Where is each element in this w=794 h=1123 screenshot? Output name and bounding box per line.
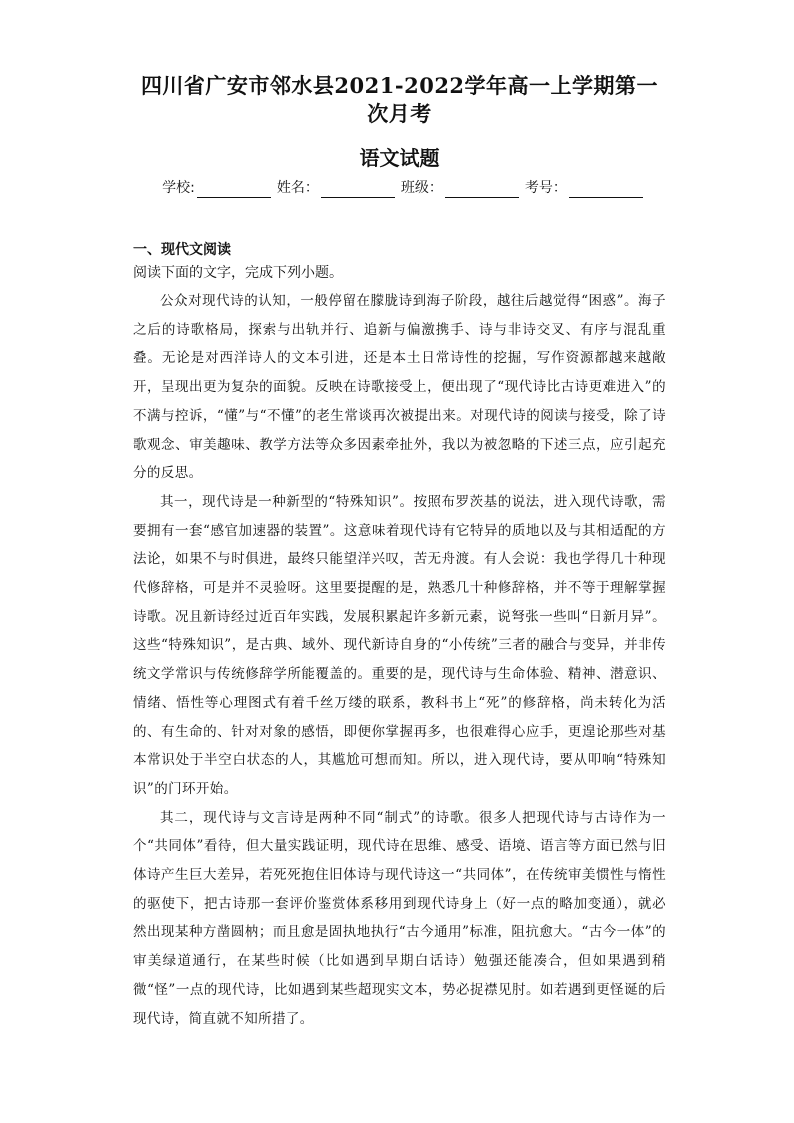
class-label: 班级：	[400, 180, 443, 196]
reading-instruction: 阅读下面的文字，完成下列小题。	[133, 265, 343, 281]
class-field	[401, 178, 519, 198]
exam-number-field	[525, 178, 643, 198]
exam-number-label: 考号：	[524, 180, 567, 196]
exam-title: 四川省广安市邻水县2021-2022学年高一上学期第一次月考	[140, 73, 659, 126]
exam-subtitle: 语文试题	[359, 146, 440, 170]
name-blank[interactable]	[321, 181, 395, 198]
name-field	[277, 178, 395, 198]
class-blank[interactable]	[445, 181, 519, 198]
passage-paragraph-3: 其二，现代诗与文言诗是两种不同“制式”的诗歌。很多人把现代诗与古诗作为一个“共同体”看待，但大量实践证明，现代诗在思维、感受、语境、语言等方面已然与旧体诗产生巨大差异，若死死抱住旧体诗与现代诗这一“共同体”，在传统审美惯性与惰性的驱使下，把古诗那一套评价鉴赏体系移用到现代诗身上（好一点的略加变通），就必然出现某种方凿圆枘；而且愈是固执地执行“古今通用”标准，阻抗愈大。“古今一体”的审美绿道通行，在某些时候（比如遇到早期白话诗）勉强还能凑合，但如果遇到稍微“怪”一点的现代诗，比如遇到某些超现实文本，势必捉襟见肘。如若遇到更怪诞的后现代诗，简直就不知所措了。	[133, 809, 666, 1027]
name-label: 姓名：	[276, 180, 319, 196]
student-info-row	[145, 178, 666, 198]
section-heading: 一、现代文阅读	[133, 242, 231, 258]
passage-paragraph-1: 公众对现代诗的认知，一般停留在朦胧诗到海子阶段，越往后越觉得“困惑”。海子之后的诗歌格局，探索与出轨并行、追新与偏激携手、诗与非诗交叉、有序与混乱重叠。无论是对西洋诗人的文本引进，还是本土日常诗性的挖掘，写作资源都越来越敞开，呈现出更为复杂的面貌。反映在诗歌接受上，便出现了“现代诗比古诗更难进入”的不满与控诉，“懂”与“不懂”的老生常谈再次被提出来。对现代诗的阅读与接受，除了诗歌观念、审美趣味、教学方法等众多因素牵扯外，我以为被忽略的下述三点，应引起充分的反思。	[133, 293, 666, 482]
passage-paragraph-2: 其一，现代诗是一种新型的“特殊知识”。按照布罗茨基的说法，进入现代诗歌，需要拥有一套“感官加速器的装置”。这意味着现代诗有它特异的质地以及与其相适配的方法论，如果不与时俱进，最终只能望洋兴叹，苦无舟渡。有人会说：我也学得几十种现代修辞格，可是并不灵验呀。这里要提醒的是，熟悉几十种修辞格，并不等于理解掌握诗歌。况且新诗经过近百年实践，发展积累起许多新元素，说弩张一些叫“日新月异”。这些“特殊知识”，是古典、域外、现代新诗自身的“小传统”三者的融合与变异，并非传统文学常识与传统修辞学所能覆盖的。重要的是，现代诗与生命体验、精神、潜意识、情绪、悟性等心理图式有着千丝万缕的联系，教科书上“死”的修辞格，尚未转化为活的、有生命的、针对对象的感悟，即便你掌握再多，也很难得心应手，更遑论那些对基本常识处于半空白状态的人，其尴尬可想而知。所以，进入现代诗，要从叩响“特殊知识”的门环开始。	[133, 493, 666, 797]
school-label: 学校:	[162, 180, 195, 196]
school-blank[interactable]	[197, 181, 271, 198]
exam-number-blank[interactable]	[569, 181, 643, 198]
school-field	[162, 178, 271, 198]
